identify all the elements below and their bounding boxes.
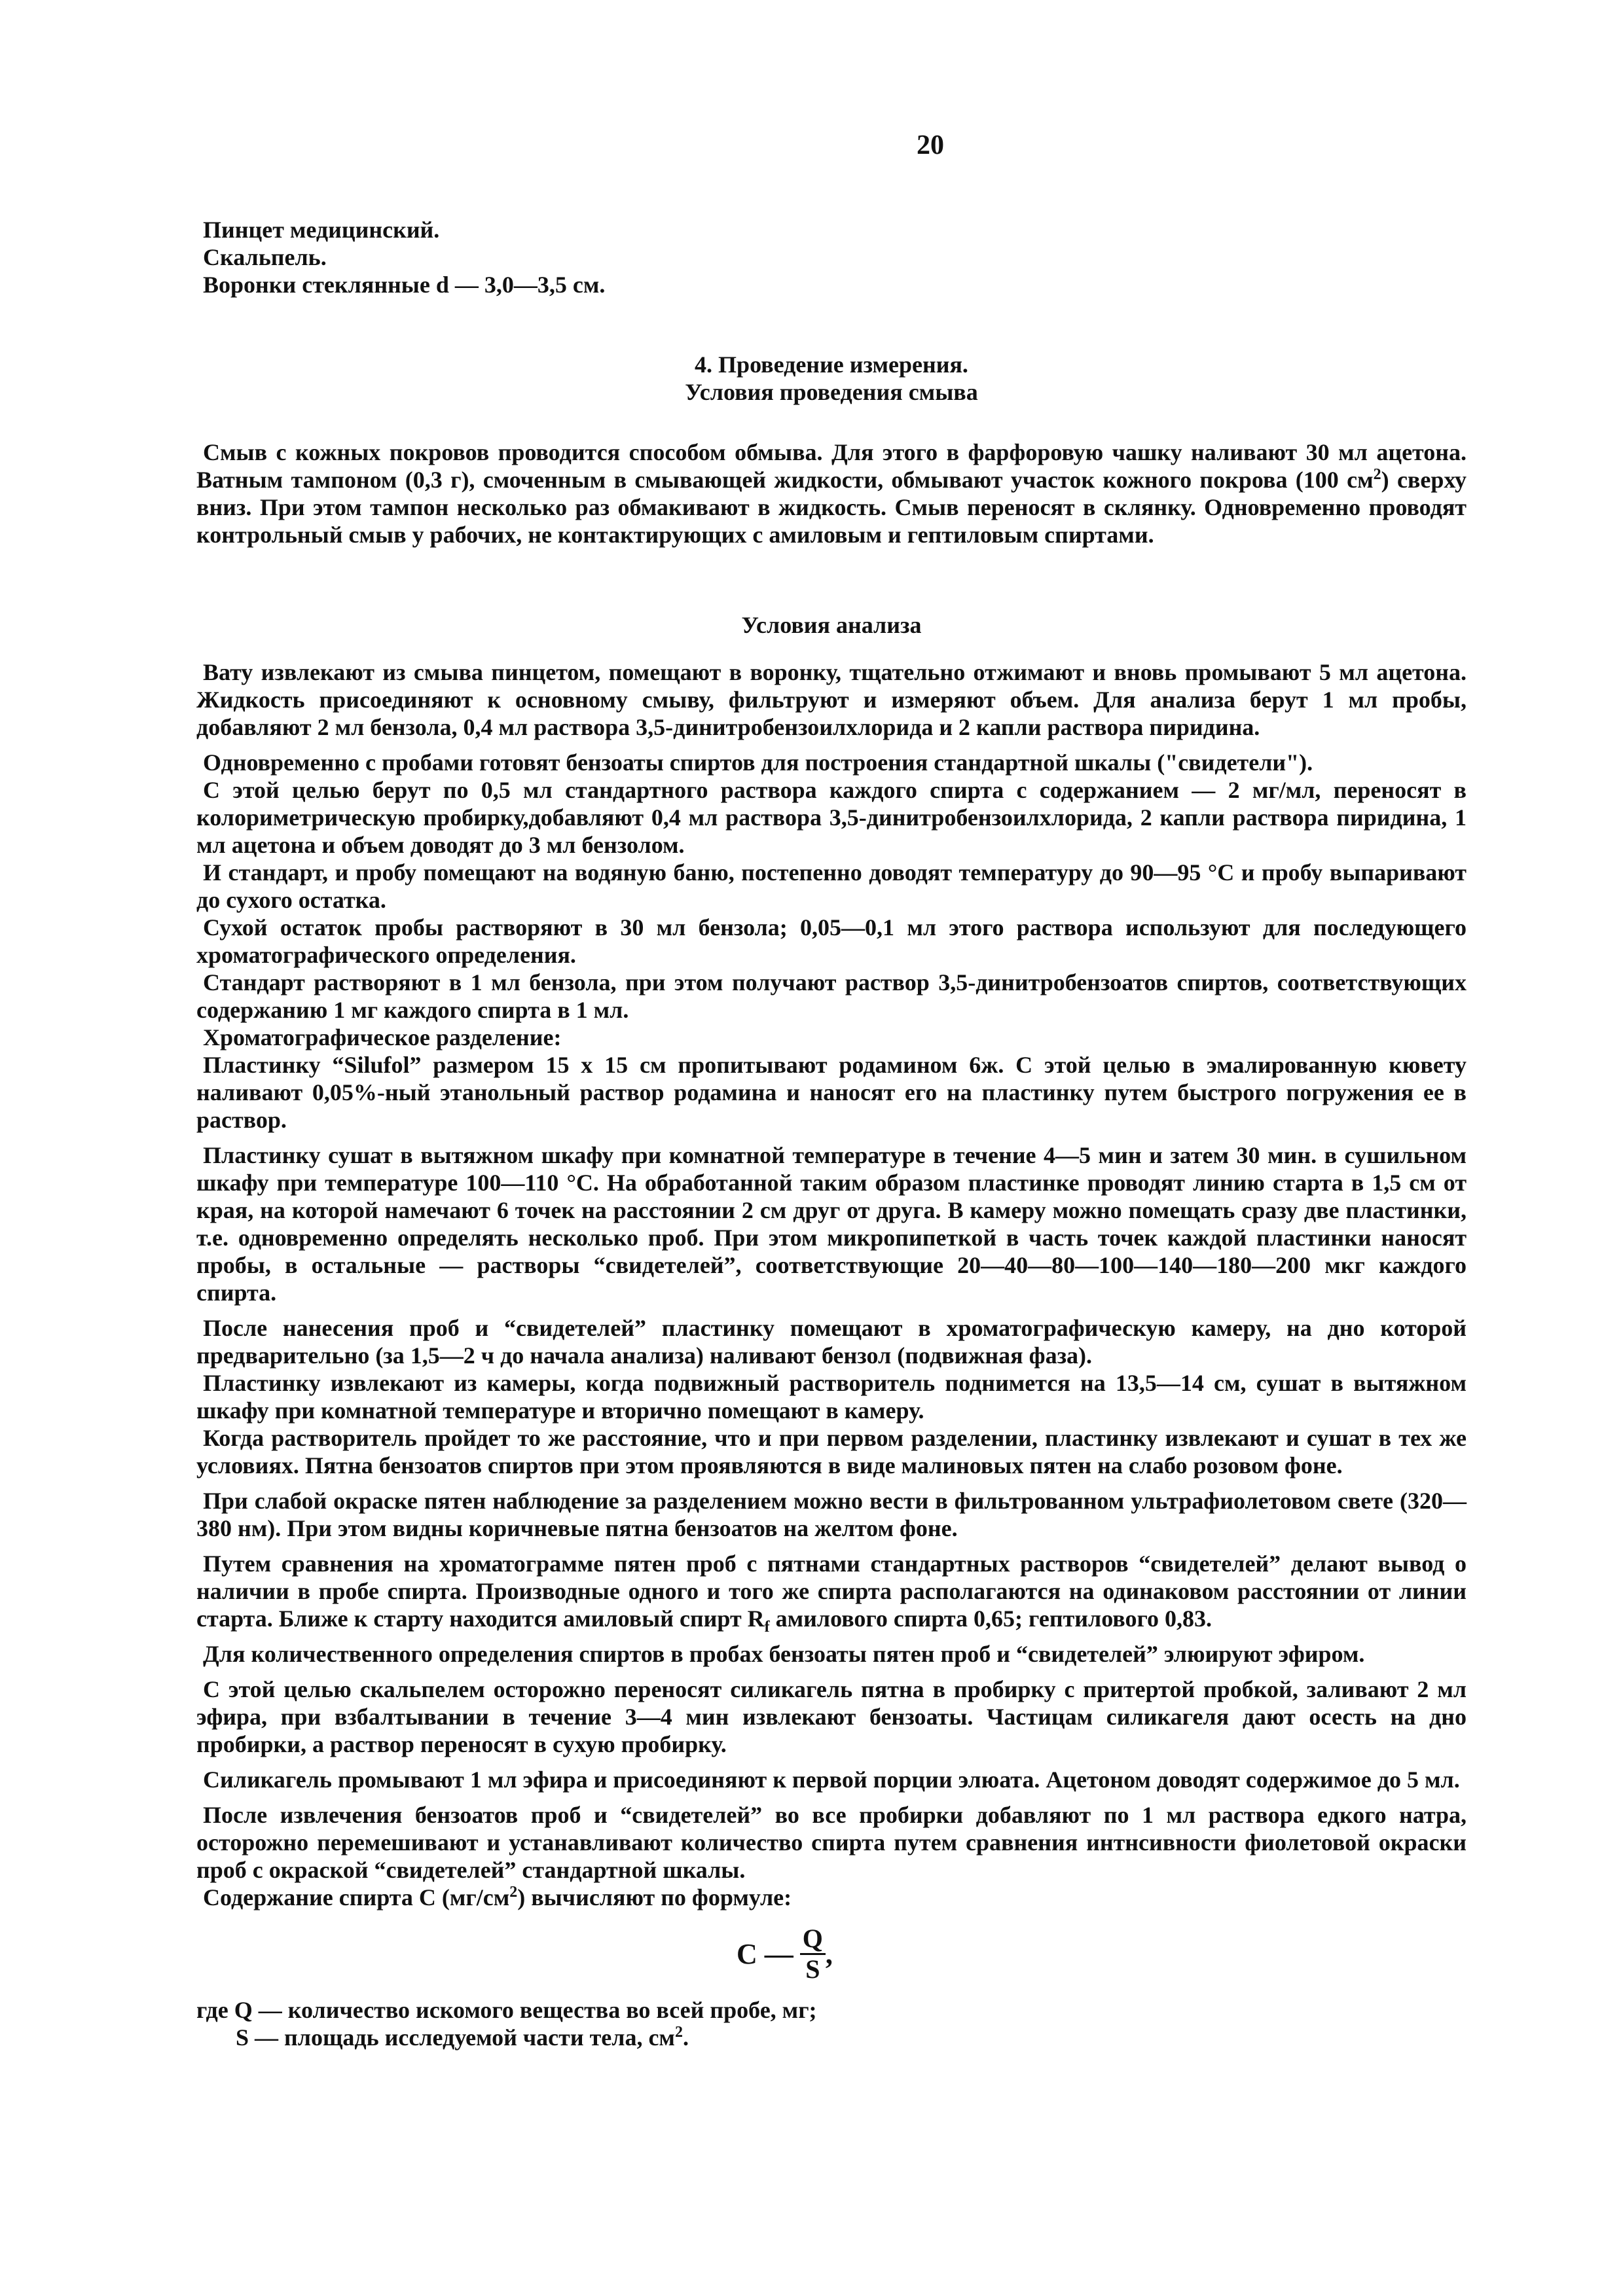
wash-paragraph: Смыв с кожных покровов проводится способом обмыва. Для этого в фарфоровую чашку наливают 30 мл ацетона. Ватным тампоном (0,3 г), смоченным в смывающей жидкости, обмывают участок кожного покрова (100 $см^2$) сверху вниз. При этом тампон несколько раз обмакивают в жидкость. Смыв переносят в склянку. Одновременно проводят контрольный смыв у рабочих, не контактирующих с амиловым и гептиловым спиртами. — [196, 439, 1467, 548]
analysis-paragraph: Вату извлекают из смыва пинцетом, помещают в воронку, тщательно отжимают и вновь промывают 5 мл ацетона. Жидкость присоединяют к основному смыву, фильтруют и измеряют объем. Для анализа берут 1 мл пробы, добавляют 2 мл бензола, 0,4 мл раствора 3,5-динитробензоилхлорида и 2 капли раствора пиридина. — [196, 659, 1467, 740]
analysis-paragraph: При слабой окраске пятен наблюдение за разделением можно вести в фильтрованном ультрафиолетовом свете (320—380 нм). При этом видны коричневые пятна бензоатов на желтом фоне. — [196, 1488, 1467, 1541]
formula-legend — [196, 1996, 1467, 2051]
equipment-item: Воронки стеклянные d — 3,0—3,5 см. — [203, 272, 606, 298]
quant-paragraph: С этой целью скальпелем осторожно переносят силикагель пятна в пробирку с притертой пробкой, заливают 2 мл эфира, при взбалтывании в течение 3—4 мин извлекают бензоаты. Частицам силикагеля дают осесть на дно пробирки, а раствор переносят в сухую пробирку. — [196, 1676, 1467, 1757]
analysis-paragraph: После нанесения проб и “свидетелей” пластинку помещают в хроматографическую камеру, на дно которой предварительно (за 1,5—2 ч до начала анализа) наливают бензол (подвижная фаза). — [196, 1315, 1467, 1369]
quant-paragraph: Силикагель промывают 1 мл эфира и присоединяют к первой порции элюата. Ацетоном доводят содержимое до 5 мл. — [203, 1767, 1460, 1793]
analysis-paragraph: Пластинку извлекают из камеры, когда подвижный растворитель поднимется на 13,5—14 см, сушат в вытяжном шкафу при комнатной температуре и вторично помещают в камеру. — [196, 1370, 1467, 1424]
section-title: 4. Проведение измерения. — [695, 351, 968, 378]
formula-block — [737, 1924, 1467, 1996]
page-number: 20 — [917, 130, 944, 160]
quant-paragraph: После извлечения бензоатов проб и “свидетелей” во все пробирки добавляют по 1 мл раствора едкого натра, осторожно перемешивают и устанавливают количество спирта путем сравнения интнсивности фиолетовой окраски проб с окраской “свидетелей” стандартной шкалы. — [196, 1802, 1467, 1883]
formula — [737, 1924, 833, 1984]
analysis-paragraph: Стандарт растворяют в 1 мл бензола, при этом получают раствор 3,5-динитробензоатов спиртов, соответствующих содержанию 1 мг каждого спирта в 1 мл. — [196, 969, 1467, 1023]
section-subtitle: Условия проведения смыва — [685, 379, 978, 405]
analysis-paragraph: Пластинку сушат в вытяжном шкафу при комнатной температуре в течение 4—5 мин и затем 30 мин. в сушильном шкафу при температуре 100—110 °С. На обработанной таким образом пластинке проводят линию старта в 1,5 см от края, на которой намечают 6 точек на расстоянии 2 см друг от друга. В камеру можно помещать сразу две пластинки, т.е. одновременно определять несколько проб. При этом микропипеткой в часть точек каждой пластинки наносят пробы, в остальные — растворы “свидетелей”, соответствующие 20—40—80—100—140—180—200 мкг каждого спирта. — [196, 1142, 1467, 1306]
formula-trailing: , — [825, 1937, 833, 1970]
page-content — [196, 216, 1467, 2051]
analysis-paragraph: И стандарт, и пробу помещают на водяную баню, постепенно доводят температуру до 90—95 °С и пробу выпаривают до сухого остатка. — [196, 859, 1467, 913]
formula-lhs: С — — [737, 1937, 793, 1970]
analysis-paragraph: Хроматографическое разделение: — [203, 1024, 562, 1050]
analysis-paragraph: Сухой остаток пробы растворяют в 30 мл бензола; 0,05—0,1 мл этого раствора используют для последующего хроматографического определения. — [196, 914, 1467, 968]
equipment-item: Пинцет медицинский. — [203, 217, 440, 243]
rf-paragraph: Путем сравнения на хроматограмме пятен проб с пятнами стандартных растворов “свидетелей” делают вывод о наличии в пробе спирта. Производные одного и того же спирта располагаются на одинаковом расстоянии от линии старта. Ближе к старту находится амиловый спирт $R_f$ амилового спирта 0,65; гептилового 0,83. — [196, 1551, 1467, 1636]
formula-fraction — [800, 1924, 826, 1984]
formula-legend-line: где Q — количество искомого вещества во всей пробе, мг; — [196, 1997, 817, 2023]
analysis-paragraph: Когда растворитель пройдет то же расстояние, что и при первом разделении, пластинку извлекают и сушат в тех же условиях. Пятна бензоатов спиртов при этом проявляются в виде малиновых пятен на слабо розовом фоне. — [196, 1425, 1467, 1479]
quant-paragraph: Для количественного определения спиртов в пробах бензоаты пятен проб и “свидетелей” элюируют эфиром. — [203, 1641, 1365, 1667]
analysis-paragraph: Пластинку “Silufol” размером 15 x 15 см пропитывают родамином 6ж. С этой целью в эмалированную кювету наливают 0,05%-ный этанольный раствор родамина и наносят его на пластинку путем быстрого погружения ее в раствор. — [196, 1052, 1467, 1133]
analysis-paragraph: Одновременно с пробами готовят бензоаты спиртов для построения стандартной шкалы ("свидетели"). — [203, 749, 1313, 776]
formula-legend-line: S — площадь исследуемой части тела, $см^2$. — [236, 2024, 689, 2051]
equipment-list — [196, 216, 1467, 298]
analysis-paragraph: С этой целью берут по 0,5 мл стандартного раствора каждого спирта с содержанием — 2 мг/мл, переносят в колориметрическую пробирку,добавляют 0,4 мл раствора 3,5-динитробензоилхлорида, 2 капли раствора пиридина, 1 мл ацетона и объем доводят до 3 мл бензолом. — [196, 777, 1467, 858]
formula-intro: Содержание спирта С $(мг/см^2)$ вычисляют по формуле: — [203, 1884, 792, 1910]
analysis-title: Условия анализа — [741, 612, 922, 638]
equipment-item: Скальпель. — [203, 244, 327, 270]
formula-denominator: S — [805, 1954, 820, 1984]
formula-numerator: Q — [800, 1924, 826, 1955]
